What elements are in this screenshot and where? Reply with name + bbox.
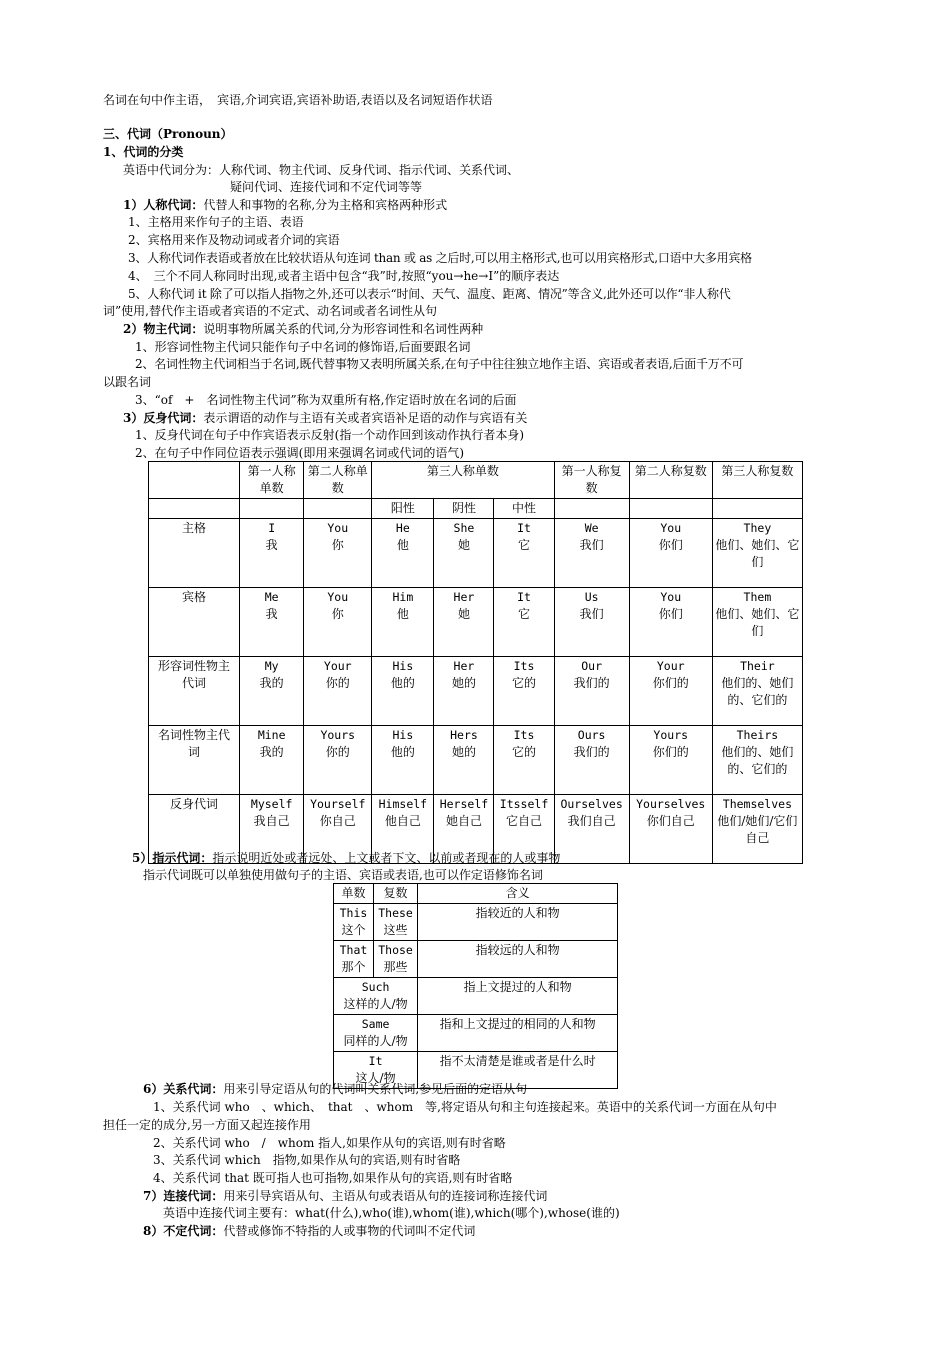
paragraph: 1、主格用来作句子的主语、表语 [128,215,304,229]
item-text: 表示谓语的动作与主语有关或者宾语补足语的动作与宾语有关 [203,411,528,425]
chinese-meaning: 它的 [512,745,537,759]
singular-cell [334,904,374,941]
item-title: 5）指示代词： [132,851,213,865]
pronoun-cell [372,588,434,657]
pronoun-cell [240,657,304,726]
plural-cell [373,904,417,941]
chinese-meaning: 这人/物 [355,1071,396,1085]
paragraph: 4、关系代词 that 既可指人也可指物,如果作从句的宾语,则有时省略 [153,1171,513,1185]
paragraph: 担任一定的成分,另一方面又起连接作用 [103,1118,311,1132]
chinese-meaning: 你们的 [652,745,689,759]
chinese-meaning: 这个 [341,923,366,937]
gender-row [149,499,803,519]
chinese-meaning: 同样的人/物 [343,1034,408,1048]
chinese-meaning: 它 [518,607,531,621]
pronoun-cell [554,726,629,795]
pronoun-cell [304,657,372,726]
paragraph: 3、“of + 名词性物主代词”称为双重所有格,作定语时放在名词的后面 [135,393,517,407]
paragraph: 1、反身代词在句子中作宾语表示反射(指一个动作回到该动作执行者本身) [135,428,525,442]
header-cell: 含义 [418,884,618,904]
gender-cell: 中性 [494,499,554,519]
meaning-cell: 指和上文提过的相同的人和物 [418,1015,618,1052]
english-word: Mine [257,728,286,742]
empty-cell [712,499,802,519]
english-word: Our [581,659,602,673]
english-word: Same [361,1017,390,1031]
paragraph: 词”使用,替代作主语或者宾语的不定式、动名词或者名词性从句 [103,304,437,318]
pronoun-cell [304,519,372,588]
chinese-meaning: 那些 [383,960,408,974]
chinese-meaning: 我们 [579,538,604,552]
english-word: I [268,521,276,535]
item-heading [143,1081,527,1098]
english-word: It [517,521,531,535]
english-word: Itsself [499,797,549,811]
english-word: It [368,1054,383,1068]
item-title: 3）反身代词： [123,411,204,425]
chinese-meaning: 她 [457,538,470,552]
english-word: You [327,521,349,535]
english-word: They [743,521,772,535]
item-title: 8）不定代词： [143,1224,224,1238]
paragraph: 1、关系代词 who 、which、 that 、whom 等,将定语从句和主句连接起来。英语中的关系代词一方面在从句中 [153,1100,777,1114]
pronoun-cell [554,588,629,657]
chinese-meaning: 我们的 [573,676,610,690]
chinese-meaning: 它自己 [506,814,543,828]
chinese-meaning: 这样的人/物 [343,997,408,1011]
english-word: We [584,521,599,535]
paragraph: 2、名词性物主代词相当于名词,既代替事物又表明所属关系,在句子中往往独立地作主语、宾语或者表语,后面千万不可 [135,357,744,371]
paragraph: 2、关系代词 who / whom 指人,如果作从句的宾语,则有时省略 [153,1136,506,1150]
chinese-meaning: 他 [396,538,409,552]
paragraph: 1、形容词性物主代词只能作句子中名词的修饰语,后面要跟名词 [135,340,471,354]
english-word: Theirs [736,728,779,742]
chinese-meaning: 你们 [658,607,683,621]
pronoun-cell [240,588,304,657]
chinese-meaning: 他 [396,607,409,621]
chinese-meaning: 你自己 [319,814,356,828]
empty-cell [554,499,629,519]
chinese-meaning: 它的 [512,676,537,690]
item-title: 1）人称代词： [123,198,204,212]
header-cell: 第二人称单数 [304,462,372,499]
english-word: Her [453,659,475,673]
table-row [334,1015,618,1052]
meaning-cell: 指不太清楚是谁或者是什么时 [418,1052,618,1089]
chinese-meaning: 他自己 [384,814,421,828]
pronoun-cell [494,519,554,588]
pronoun-cell [712,657,802,726]
english-word: His [392,728,414,742]
english-word: You [660,590,682,604]
chinese-meaning: 它 [518,538,531,552]
english-word: Your [323,659,352,673]
pronoun-cell [494,726,554,795]
english-word: Ourselves [560,797,623,811]
row-label: 主格 [149,519,240,588]
item-heading [123,410,527,427]
pronoun-cell [240,726,304,795]
header-cell: 单数 [334,884,374,904]
table-row [334,978,618,1015]
pronoun-cell [334,1015,418,1052]
english-word: You [327,590,349,604]
header-cell [149,462,240,499]
paragraph: 指示代词既可以单独使用做句子的主语、宾语或表语,也可以作定语修饰名词 [143,868,543,882]
chinese-meaning: 你们的 [652,676,689,690]
pronoun-cell [334,978,418,1015]
pronoun-cell [372,726,434,795]
subsection-heading: 1、代词的分类 [103,145,184,159]
table-row [334,941,618,978]
item-text: 用来引导定语从句的代词叫关系代词,参见后面的定语从句 [223,1082,528,1096]
row-label: 名词性物主代词 [149,726,240,795]
english-word: Him [392,590,414,604]
table-row [334,904,618,941]
table-row [149,519,803,588]
header-cell: 第一人称复数 [554,462,629,499]
chinese-meaning: 他们的、她们的、它们的 [721,745,794,776]
paragraph: 英语中代词分为：人称代词、物主代词、反身代词、指示代词、关系代词、 [123,163,520,177]
item-text: 代替人和事物的名称,分为主格和宾格两种形式 [203,198,448,212]
english-word: That [339,943,368,957]
item-title: 7）连接代词： [143,1189,224,1203]
gender-cell: 阳性 [372,499,434,519]
chinese-meaning: 你的 [325,745,350,759]
english-word: Ours [577,728,606,742]
chinese-meaning: 他的 [390,676,415,690]
pronoun-cell [304,588,372,657]
meaning-cell: 指较远的人和物 [418,941,618,978]
table-row [149,726,803,795]
english-word: Your [656,659,685,673]
pronoun-cell [629,726,712,795]
item-text: 代替或修饰不特指的人或事物的代词叫不定代词 [223,1224,476,1238]
singular-cell [334,941,374,978]
item-heading [123,197,447,214]
pronoun-cell [434,726,494,795]
english-word: Us [584,590,599,604]
pronoun-cell [304,726,372,795]
chinese-meaning: 我们自己 [567,814,616,828]
english-word: These [378,906,413,920]
chinese-meaning: 她自己 [445,814,482,828]
english-word: Yourselves [636,797,706,811]
pronoun-cell [712,588,802,657]
chinese-meaning: 他们、她们、它们 [715,538,800,569]
paragraph: 2、在句子中作同位语表示强调(即用来强调名词或代词的语气) [135,446,465,460]
english-word: My [264,659,279,673]
item-heading [132,850,560,867]
english-word: His [392,659,414,673]
english-word: Its [513,728,535,742]
pronoun-cell [554,795,629,864]
pronoun-cell [554,657,629,726]
header-cell: 第三人称复数 [712,462,802,499]
chinese-meaning: 我的 [259,676,284,690]
pronoun-cell [494,657,554,726]
english-word: She [453,521,475,535]
english-word: Himself [378,797,428,811]
meaning-cell: 指较近的人和物 [418,904,618,941]
chinese-meaning: 我 [265,538,278,552]
header-cell: 第二人称复数 [629,462,712,499]
pronoun-cell [240,519,304,588]
empty-cell [304,499,372,519]
english-word: Me [264,590,279,604]
empty-cell [629,499,712,519]
paragraph: 5、人称代词 it 除了可以指人指物之外,还可以表示“时间、天气、温度、距离、情况”等含义,此外还可以作“非人称代 [128,287,731,301]
pronoun-cell [494,588,554,657]
intro-line: 名词在句中作主语， 宾语,介词宾语,宾语补助语,表语以及名词短语作状语 [103,93,493,107]
row-label: 形容词性物主代词 [149,657,240,726]
table-header-row [149,462,803,499]
pronoun-table [148,461,803,864]
meaning-cell: 指上文提过的人和物 [418,978,618,1015]
paragraph: 疑问代词、连接代词和不定代词等等 [230,180,423,194]
empty-cell [240,499,304,519]
chinese-meaning: 你们自己 [646,814,695,828]
chinese-meaning: 你们 [658,538,683,552]
chinese-meaning: 她的 [451,745,476,759]
english-word: Them [743,590,772,604]
english-word: You [660,521,682,535]
english-word: This [339,906,368,920]
chinese-meaning: 她 [457,607,470,621]
english-word: Their [740,659,775,673]
empty-cell [149,499,240,519]
item-heading [143,1223,475,1240]
row-label: 宾格 [149,588,240,657]
pronoun-cell [629,519,712,588]
header-cell: 复数 [373,884,417,904]
english-word: Themselves [722,797,793,811]
item-text: 说明事物所属关系的代词,分为形容词性和名词性两种 [203,322,484,336]
chinese-meaning: 他的 [390,745,415,759]
pronoun-cell [712,726,802,795]
row-label: 反身代词 [149,795,240,864]
header-cell: 第三人称单数 [372,462,554,499]
english-word: Myself [250,797,293,811]
english-word: Those [378,943,413,957]
chinese-meaning: 我 [265,607,278,621]
pronoun-cell [434,519,494,588]
paragraph: 4、 三个不同人称同时出现,或者主语中包含“我”时,按照“you→he→I”的顺序表达 [128,269,560,283]
item-heading [123,321,483,338]
plural-cell [373,941,417,978]
chinese-meaning: 她的 [451,676,476,690]
english-word: He [395,521,410,535]
chinese-meaning: 我们 [579,607,604,621]
english-word: Her [453,590,475,604]
chinese-meaning: 你 [331,607,344,621]
pronoun-cell [712,795,802,864]
english-word: It [517,590,531,604]
chinese-meaning: 那个 [341,960,366,974]
english-word: Yours [653,728,689,742]
item-title: 2）物主代词： [123,322,204,336]
item-text: 指示说明近处或者远处、上文或者下文、以前或者现在的人或事物 [212,851,561,865]
english-word: Yours [320,728,356,742]
chinese-meaning: 我们的 [573,745,610,759]
chinese-meaning: 他们/她们/它们自己 [717,814,798,845]
chinese-meaning: 我的 [259,745,284,759]
paragraph: 2、宾格用来作及物动词或者介词的宾语 [128,233,340,247]
pronoun-cell [372,519,434,588]
english-word: Such [361,980,390,994]
chinese-meaning: 他们、她们、它们 [715,607,800,638]
chinese-meaning: 这些 [383,923,408,937]
pronoun-cell [434,588,494,657]
table-row [149,588,803,657]
paragraph: 以跟名词 [103,375,152,389]
pronoun-cell [434,657,494,726]
table-header-row [334,884,618,904]
pronoun-cell [629,588,712,657]
item-text: 用来引导宾语从句、主语从句或表语从句的连接词称连接代词 [223,1189,548,1203]
chinese-meaning: 你的 [325,676,350,690]
header-cell: 第一人称单数 [240,462,304,499]
pronoun-cell [629,657,712,726]
chinese-meaning: 我自己 [253,814,290,828]
demonstrative-table [333,883,618,1089]
english-word: Herself [439,797,489,811]
english-word: Hers [450,728,478,742]
pronoun-cell [712,519,802,588]
chinese-meaning: 你 [331,538,344,552]
gender-cell: 阴性 [434,499,494,519]
paragraph: 3、人称代词作表语或者放在比较状语从句连词 than 或 as 之后时,可以用主格形式,也可以用宾格形式,口语中大多用宾格 [128,251,752,265]
item-heading [143,1188,547,1205]
paragraph: 3、关系代词 which 指物,如果作从句的宾语,则有时省略 [153,1153,461,1167]
paragraph: 英语中连接代词主要有：what(什么),who(谁),whom(谁),which(哪个),whose(谁的) [163,1206,620,1220]
chinese-meaning: 他们的、她们的、它们的 [721,676,794,707]
english-word: Its [513,659,535,673]
pronoun-cell [554,519,629,588]
section-heading: 三、代词（Pronoun） [103,127,233,141]
item-title: 6）关系代词： [143,1082,224,1096]
pronoun-cell [372,657,434,726]
pronoun-cell [629,795,712,864]
table-row [149,657,803,726]
english-word: Yourself [310,797,366,811]
